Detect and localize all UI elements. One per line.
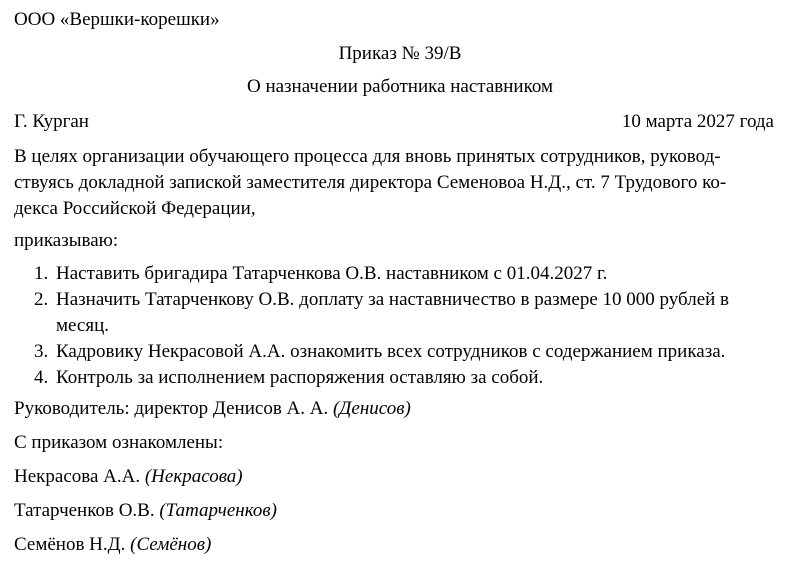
order-word: приказываю: [14,230,119,251]
list-item [34,365,786,391]
acquainted-name: Татарченков О.В. [14,500,155,521]
head-label: Руководитель: директор Денисов А. А. [14,398,329,419]
acquainted-name: Семёнов Н.Д. [14,534,126,555]
preamble-line: ствуясь докладной запиской заместителя директора Семеновоа Н.Д., ст. 7 Трудового ко- [14,172,727,193]
head-signature-line [14,397,411,421]
acquainted-row [14,499,277,523]
document-page [14,0,786,565]
item-text-continued: месяц. [56,315,110,336]
item-number: 3. [34,341,49,362]
acquainted-signature: (Семёнов) [130,534,212,555]
order-number: Приказ № 39/В [338,43,462,64]
item-number: 4. [34,367,49,388]
item-text: Назначить Татарченкову О.В. доплату за наставничество в размере 10 000 рублей в [56,289,730,310]
item-number: 1. [34,263,49,284]
preamble [14,144,786,222]
place-date-row [14,110,786,134]
list-item [34,287,786,339]
item-text: Наставить бригадира Татарченкова О.В. наставником с 01.04.2027 г. [56,263,608,284]
preamble-line: В целях организации обучающего процесса для вновь принятых сотрудников, руковод- [14,146,721,167]
item-text: Контроль за исполнением распоряжения оставляю за собой. [56,367,544,388]
acquainted-row [14,533,211,557]
acquainted-row [14,465,243,489]
acquainted-signature: (Татарченков) [159,500,277,521]
head-signature: (Денисов) [332,398,411,419]
city: Г. Курган [14,111,89,132]
item-number: 2. [34,289,49,310]
list-item [34,339,786,365]
list-item [34,261,786,287]
order-items [34,261,786,391]
acquainted-label: С приказом ознакомлены: [14,432,224,453]
order-date: 10 марта 2027 года [621,111,774,132]
order-subject: О назначении работника наставником [246,76,553,97]
item-text: Кадровику Некрасовой А.А. ознакомить всех сотрудников с содержанием приказа. [56,341,726,362]
acquainted-signature: (Некрасова) [144,466,243,487]
preamble-line: декса Российской Федерации, [14,198,256,219]
company-name: ООО «Вершки-корешки» [14,9,220,30]
acquainted-name: Некрасова А.А. [14,466,141,487]
